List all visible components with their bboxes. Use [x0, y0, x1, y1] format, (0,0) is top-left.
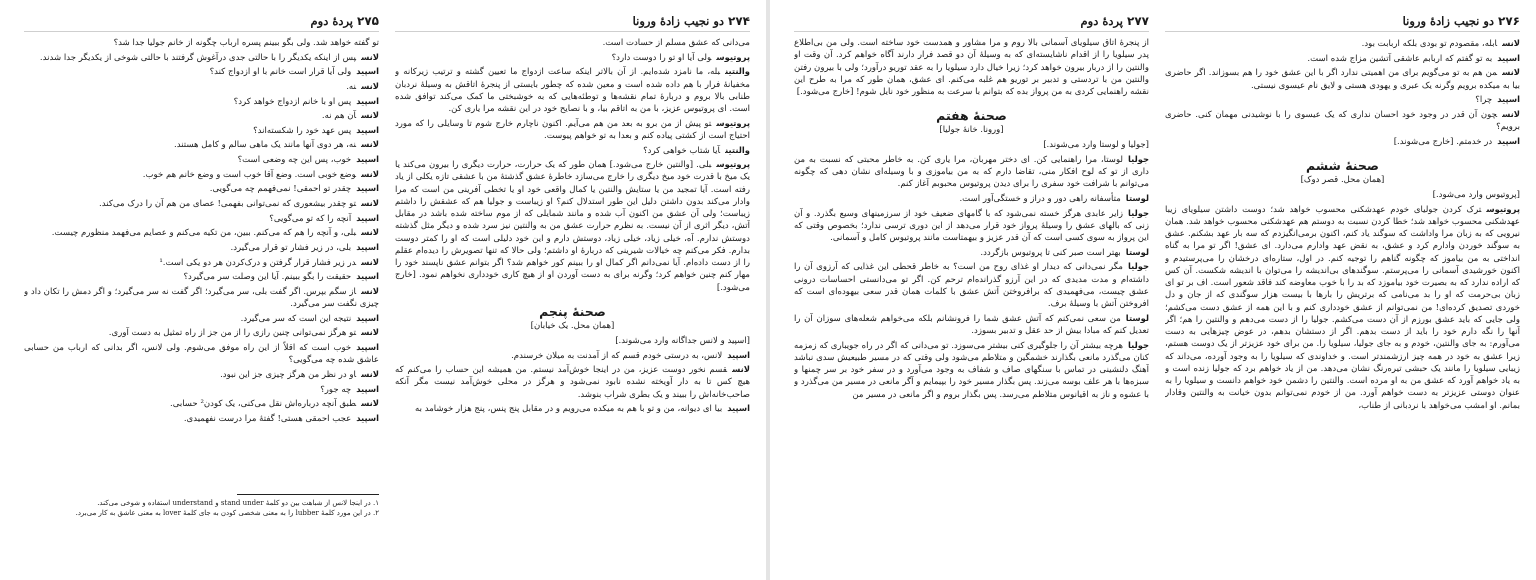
line-text: وضع خوبی است. وضع آقا خوب است و وضع خانم هم خوب. [142, 169, 357, 180]
dialogue-line [24, 212, 379, 225]
dialogue-line [794, 139, 1149, 151]
speaker-name: اسپید [356, 154, 379, 165]
speaker-name: لانس [361, 51, 379, 62]
dialogue-line [24, 256, 379, 269]
line-text: عجب احمقی هستی! گفتهٔ مرا درست نفهمیدی. [183, 413, 352, 424]
dialogue-line [24, 153, 379, 166]
running-head [1081, 14, 1149, 28]
line-text: چه جور؟ [320, 384, 352, 395]
speaker-name: لانس [361, 80, 379, 91]
dialogue-line [395, 51, 750, 64]
running-title: دو نجیب زادۀ ورونا [1402, 14, 1495, 28]
speaker-name: پروتیوس [716, 117, 750, 128]
speaker-name: اسپید [356, 66, 379, 77]
speaker-name: جولیا [1128, 207, 1149, 218]
dialogue-line [24, 226, 379, 239]
speaker-name: پروتیوس [1486, 203, 1520, 214]
dialogue-line [794, 339, 1149, 401]
speaker-name: اسپید [356, 124, 379, 135]
speaker-name: اسپید [1497, 94, 1520, 105]
speaker-name: اسپید [356, 383, 379, 394]
line-text: به تو گفتم که اربابم عاشقی آتشین مزاج شده است. [1307, 53, 1493, 64]
scene-heading: صحنهٔ هفتم [936, 108, 1007, 124]
footnote-rule [237, 494, 379, 495]
footnote: ۱. در اینجا لانس از شباهت بین دو کلمهٔ stand under و understand استفاده و شوخی می‌کند. [97, 499, 379, 507]
line-text: مگر نمی‌دانی که دیدار او غذای روح من است؟ به خاطر قحطی این غذایی که آرزوی آن را داشته‌ام و مدت مدیدی که در این آرزو گذرانده‌ام ترحم کن. اگر تو می‌دانستی احساسات درونی عشق چیست، می‌فهمیدی که برافروختن آتش عشق با کلمات همان قدر سعی بیهوده‌ای است که افروختن آتش با وسیلهٔ برف. [794, 262, 1149, 310]
speaker-name: لانس [361, 110, 379, 121]
line-text: ابله، مقصودم تو بودی بلکه اربابت بود. [1361, 39, 1498, 49]
running-head [311, 14, 379, 28]
line-text: من هم به تو می‌گویم برای من اهمیتی ندارد اگر با این عشق خود را هم بسوزاند. اگر حاضری بیا به میکده برویم وگرنه یک عبری و یهودی هستی و لایق نام عیسوی نیستی. [1165, 68, 1520, 91]
dialogue-line [794, 207, 1149, 245]
dialogue-line [24, 368, 379, 381]
footnote: ۲. در این مورد کلمهٔ lubber را به معنی شخصی کودن به جای کلمهٔ lover به معنی عاشق به کار می‌برد. [75, 509, 379, 517]
speaker-name: لانس [361, 198, 379, 209]
line-text: ترک کردن جولیای خودم عهدشکنی محسوب خواهد شد؛ دوست داشتن سیلویای زیبا عهدشکنی محسوب خواهد شد؛ خطا کردن نسبت به دوستم هم عهدشکنی محسوب خواهد شد. همان نیرویی که به زبان مرا واداشت که سوگند یاد کنم، اکنون برمی‌انگیزدم که سه بار عهد بشکنم. عشق به سوگند خوردن وادارم کرد و عشق، به نقض عهد وادارم می‌دارد. ای عشق! اگر تو مرا به گناه انداختی به من بیاموز که چگونه گناهم را توجیه کنم. در اول، ستاره‌ای درخشان را می‌پرستیدم و اکنون خورشیدی آسمانی را می‌پرستم. سوگندهای بی‌اندیشه را می‌توان با اندیشه شکست. آن کس که اراده ندارد که به بصیرت خود بیاموزد که بد را با خوب معاوضه کند فاقد شعور است. اف بر تو ای زبان بی‌حرمت که او را بد می‌نامی که برتریش را بارها با بیست هزار سوگندی که از جان و دل خوردی تصدیق کرده‌ای! من نمی‌توانم از عشق خودداری کنم و با این همه از عشق دست می‌کشم؛ ولی جایی که باید عشق بورزم از آن دست می‌کشم. جولیا را از دست می‌دهم و والنتین را هم؛ اگر آنها را نگه دارم خود را باید از دست بدهم. اگر از دستشان بدهم، در عوض چیزهایی به دست می‌آورم: به جای والنتین، خودم و به جای جولیا، سیلویا را. من برای خود عزیزتر از یک دوست هستم، زیرا عشق به خود در همه چیز ارزشمندتر است. و خداوندی که سیلویا را به وجود آورده، می‌داند که زیبایی سیلویا را مانند یک حبشی تیره‌رنگ نشان می‌دهد. من از یاد خواهم برد که جولیا زنده است و به یاد خواهم آورد که عشق من به او مرده است. والنتین را دشمن خود خواهم دانست و سیلویا را به عنوان دوستی عزیزتر به دست خواهم آورد. من از خودم نمی‌توانم بدون خیانت به والنتین وفادار بمانم. او امشب می‌خواهد با نردبانی از طناب، [1165, 204, 1520, 411]
page-header [395, 14, 750, 32]
line-text: می‌دانی که عشق مسلم از حسادت است. [602, 38, 750, 48]
running-title: پردۀ دوم [1080, 14, 1124, 28]
dialogue-line [24, 412, 379, 425]
page-number: ۲۷۵ [357, 14, 379, 28]
page-274 [395, 14, 750, 570]
dialogue-line [395, 37, 750, 49]
line-text: از پنجرهٔ اتاق سیلویای آسمانی بالا روم و مرا مشاور و همدست خود ساخته است. ولی من بی‌اطلاع پدر سیلویا را از اقدام ناشایسته‌ای که به وسیلهٔ آن دو قصد فرار دارند آگاه خواهم کرد. آن وقت او والنتین را از دربار بیرون خواهد کرد؛ زیرا خیال دارد سیلویا را به عقد توریو درآورد؛ ولی با بیرون رفتن والنتین من با تردستی و تدبیر بر توریو هم غلبه می‌کنم. ای عشق، همان طور که مرا به طرح این نقشه راهنمایی کردی به من پرواز بده که بتوانم با سرعت به منظور خود نایل شوم! [خارج می‌شود.] [794, 38, 1149, 97]
speaker-name: اسپید [356, 271, 379, 282]
line-text: بلی. [والنتین خارج می‌شود.] همان طور که یک حرارت، حرارت دیگری را بیرون می‌کند یا یک میخ با قدرت خود میخ دیگری را خارج می‌سازد خاطرهٔ عشق گذشتهٔ من با عشقی تازه یکلی از یاد رفته است. آیا تمجید من یا ستایش والنتین یا کمال واقعی خود او یا تخطی آفرینی من است که مرا وادار می‌کند بدون داشتن دلیل این طور استدلال کنم؟ او زیباست و جولیا هم که عشقش را داشتم زیباست؛ ولی آن عشق من اکنون آب شده و مانند شمایلی که از موم ساخته شده باشد در مقابل آتش، دیگر اثری از آن نیست. به نظرم حرارت عشق من به والنتین نیز سرد شده و دیگر مثل گذشته دوستش ندارم. آه، خیلی زیاد، خیلی زیاد، دوستش دارم و این خود دلیلی است که او را کمتر دوست بدارم. فکر می‌کنم چه خیالات شیرینی که دربارهٔ او داشتم؛ ولی حالا که تنها تصویرش را دیده‌ام عقلم را از دست داده‌ام. آیا نمی‌دانم اگر کمال او را ببینم کور خواهم شد؟ اگر بتوانم عشق ناپسند خود را مهار کنم چنین خواهم کرد؛ وگرنه برای به دست آوردن او از هیچ کاری خودداری نخواهم نمود. [خارج می‌شود.] [395, 160, 750, 293]
page-number: ۲۷۴ [728, 14, 750, 28]
running-head [1403, 14, 1520, 28]
line-text: بلی، در زیر فشار تو قرار می‌گیرد. [230, 242, 352, 253]
dialogue-line [24, 65, 379, 78]
line-text: نه، هر دوی آنها مانند یک ماهی سالم و کامل هستند. [173, 140, 357, 151]
speaker-name: اسپید [1497, 52, 1520, 63]
page-number: ۲۷۷ [1127, 14, 1149, 28]
line-text: لوستا، مرا راهنمایی کن. ای دختر مهربان، مرا یاری کن. به خاطر محبتی که نسبت به من داری از تو که لوح افکار منی، تقاضا دارم که به من بیاموزی و با وسیله‌ای نشان دهی که چگونه می‌توانم با شرافت خود سفری را برای دیدن پروتیوس محبوبم آغاز کنم. [794, 154, 1149, 190]
line-text: متأسفانه راهی دور و دراز و خستگی‌آور است. [959, 194, 1121, 205]
dialogue-line [24, 285, 379, 311]
line-text: چرا؟ [1475, 95, 1493, 106]
page-276 [1165, 14, 1520, 570]
dialogue-line [24, 383, 379, 396]
scene-heading: صحنهٔ پنجم [539, 303, 606, 319]
speaker-name: جولیا [1128, 153, 1149, 164]
dialogue-line [24, 80, 379, 93]
line-text: تو هرگز نمی‌توانی چنین رازی را از من جز از راه تمثیل به دست آوری. [108, 328, 357, 339]
line-text: چقدر تو احمقی! نمی‌فهمم چه می‌گویی. [209, 184, 352, 195]
line-text: نتیجه این است که سر می‌گیرد. [240, 313, 352, 324]
speaker-name: اسپید [356, 412, 379, 423]
footnotes [24, 494, 379, 518]
dialogue-line [24, 124, 379, 137]
line-text: پس از اینکه یکدیگر را با حالتی جدی درآغوش گرفتند با حالتی شوخی از یکدیگر جدا شدند. [39, 52, 357, 63]
line-text: آیا شتاب خواهی کرد؟ [643, 145, 721, 156]
speaker-name: لانس [1502, 108, 1520, 119]
dialogue-line [1165, 52, 1520, 65]
speaker-name: اسپید [727, 349, 750, 360]
line-text: بله، ما نامزد شده‌ایم. از آن بالاتر اینکه ساعت ازدواج ما تعیین گشته و ترتیب زیرکانه و مخفیانهٔ فرار با هم داده شده است و معین شده که چطور بایستی از پنجرهٔ اتاقش به وسیلهٔ نردبان طنابی بالا بروم و دربارهٔ تمام نقشه‌ها و توطئه‌هایی که به خوشبختی ما کمک می‌کند توافق شده است. ای پروتیوس عزیز، با من به اتاقم بیا، و با نصایح خود در این نقشه مرا یاری کن. [395, 67, 750, 115]
speaker-name: لانس [361, 285, 379, 296]
dialogue-line [1165, 108, 1520, 134]
dialogue-line [24, 51, 379, 64]
line-text: هرچه بیشتر آن را جلوگیری کنی بیشتر می‌سوزد. تو می‌دانی که اگر در راه جویباری که زمزمه کنان می‌گذرد مانعی بگذارند خشمگین و متلاطم می‌شود ولی وقتی که در مسیر طبیعیش سدی نباشد آهنگ دلنشینی در تماس با سنگهای صاف و شفاف به وجود می‌آورد و در سفر خود بر سر چمنها و سبزه‌ها با هر علف بوسه می‌زند. پس بگذار مسیر خود را بپیمایم و آگر مانعی در مسیر من می‌گذرد و با عشوه و ناز به اقیانوس متلاطم می‌رسد. پس بگذار بروم و اگر مانعی در مسیر من [794, 340, 1149, 400]
dialogue-line [395, 402, 750, 415]
speaker-name: اسپید [356, 95, 379, 106]
speaker-name: اسپید [727, 403, 750, 414]
dialogue-line [794, 312, 1149, 338]
line-text: او در نظر من هرگز چیزی جز این نبود. [220, 369, 357, 380]
dialogue-line [1165, 66, 1520, 92]
line-text: آنچه را که تو می‌گویی؟ [269, 213, 352, 224]
speaker-name: اسپید [356, 342, 379, 353]
line-text: چون آن قدر در وجود خود احسان نداری که یک عیسوی را با نوشیدنی مهمان کنی. حاضری برویم؟ [1165, 109, 1520, 133]
dialogue-line [395, 65, 750, 115]
running-head [633, 14, 750, 28]
dialogue-line [395, 117, 750, 143]
right-spread [770, 0, 1536, 580]
speaker-name: اسپید [356, 312, 379, 323]
line-text: پس عهد خود را شکسته‌اند؟ [253, 125, 352, 136]
speaker-name: لوستا [1125, 312, 1149, 323]
dialogue-line [395, 363, 750, 401]
line-text: تو گفته خواهد شد. ولی بگو ببینم پسره ارباب چگونه از خانم جولیا جدا شد؟ [113, 38, 379, 48]
dialogue-line [794, 37, 1149, 98]
speaker-name: لانس [361, 327, 379, 338]
dialogue-line [794, 192, 1149, 205]
line-text: حقیقت را بگو ببینم. آیا این وصلت سر می‌گیرد؟ [183, 272, 352, 283]
dialogue-line [24, 109, 379, 122]
dialogue-line [1165, 37, 1520, 50]
line-text: زایر عابدی هرگز خسته نمی‌شود که با گامهای ضعیف خود از سرزمینهای وسیع بگذرد. و آن زنی که بالهای عشق را وسیلهٔ پرواز خود قرار می‌دهد از این دوری ترسی ندارد؛ بخصوص وقتی که این پرواز به سوی کسی است که آن قدر عزیز و بیهمتاست مانند پروتیوس کامل و آسمانی. [794, 208, 1149, 244]
scene-heading: صحنهٔ ششم [1306, 157, 1379, 173]
dialogue-line [24, 197, 379, 210]
speaker-name: لانس [361, 168, 379, 179]
speaker-name: جولیا [1128, 339, 1149, 350]
line-text: لانس، به درستی خودم قسم که از آمدنت به میلان خرسندم. [511, 350, 723, 361]
speaker-name: لانس [732, 364, 750, 375]
page-277 [794, 14, 1149, 570]
speaker-name: لانس [361, 398, 379, 409]
dialogue-line [794, 246, 1149, 259]
speaker-name: والنتین [725, 66, 750, 77]
dialogue-line [395, 335, 750, 347]
dialogue-line [24, 168, 379, 181]
dialogue-line [24, 241, 379, 254]
dialogue-line [395, 144, 750, 157]
line-text: بیا ای دیوانه، من و تو با هم به میکده می‌رویم و در مقابل پنج پنس، پنج هزار خوشامد به [415, 404, 723, 415]
dialogue-line [24, 138, 379, 151]
page-header [1165, 14, 1520, 32]
page-header [24, 14, 379, 32]
page-number: ۲۷۶ [1498, 14, 1520, 28]
speaker-name: اسپید [356, 183, 379, 194]
line-text: ولی آیا او تو را دوست دارد؟ [611, 52, 712, 63]
dialogue-line [24, 95, 379, 108]
running-title: پردۀ دوم [310, 14, 354, 28]
speaker-name: پروتیوس [716, 51, 750, 62]
line-text: پس او با خانم ازدواج خواهد کرد؟ [233, 96, 352, 107]
page-header [794, 14, 1149, 32]
dialogue-line [794, 153, 1149, 191]
speaker-name: لوستا [1125, 193, 1149, 204]
speaker-name: لانس [361, 227, 379, 238]
speaker-name: اسپید [356, 212, 379, 223]
dialogue-line [794, 260, 1149, 310]
line-text: بلی، و آنچه را هم که می‌کنم. ببین، من تکیه می‌کنم و عصایم می‌فهمد منظورم چیست. [51, 228, 357, 239]
dialogue-line [1165, 135, 1520, 148]
line-text: طبق آنچه درباره‌اش نقل می‌کنی، یک کودن² حسابی. [169, 399, 357, 410]
dialogue-line [395, 349, 750, 362]
line-text: خوب، پس این چه وضعی است؟ [237, 155, 352, 166]
line-text: تو پیش از من برو به بعد من هم می‌آیم. اکنون ناچارم خارج شوم تا وسایلی را که مورد احتیاج است از کشتی پیاده کنم و بعدا به تو خواهم پیوست. [395, 118, 750, 141]
speaker-name: والنتین [725, 144, 750, 155]
speaker-name: جولیا [1128, 261, 1149, 272]
line-text: بهتر است صبر کنی تا پروتیوس بازگردد. [980, 247, 1121, 258]
speaker-name: اسپید [1497, 135, 1520, 146]
line-text: آن هم نه. [321, 111, 357, 122]
dialogue-line [24, 312, 379, 325]
speaker-name: لانس [361, 139, 379, 150]
dialogue-line [24, 341, 379, 367]
line-text: [اسپید و لانس جداگانه وارد می‌شوند.] [615, 335, 750, 346]
page-body [24, 37, 379, 425]
speaker-name: پروتیوس [716, 159, 750, 170]
page-body [794, 37, 1149, 401]
speaker-name: لانس [361, 368, 379, 379]
line-text: نه. [346, 81, 357, 92]
stage-direction: [همان محل. یک خیابان] [530, 320, 615, 331]
speaker-name: لوستا [1125, 246, 1149, 257]
line-text: [پروتیوس وارد می‌شود.] [1432, 189, 1520, 200]
dialogue-line [395, 158, 750, 294]
dialogue-line [24, 397, 379, 410]
stage-direction: [همان محل. قصر دوک] [1300, 174, 1385, 185]
dialogue-line [24, 270, 379, 283]
line-text: ولی آیا قرار است خانم با او ازدواج کند؟ [209, 67, 352, 78]
page-body [395, 37, 750, 416]
line-text: قسم نخور دوست عزیز، من در اینجا خوش‌آمد نیستم. من همیشه این حساب را می‌کنم که هیچ کس تا به دار آویخته نشده نابود نمی‌شود و هرگز در محلی خوش‌آمد نیست مگر آنکه صاحب‌خانه‌اش را ببیند و یک بطری شراب بنوشد. [395, 365, 750, 400]
line-text: [جولیا و لوستا وارد می‌شوند.] [1043, 140, 1149, 151]
speaker-name: لانس [361, 256, 379, 267]
page-body [1165, 37, 1520, 412]
speaker-name: اسپید [356, 241, 379, 252]
page-275 [24, 14, 379, 570]
dialogue-line [24, 182, 379, 195]
line-text: من سعی نمی‌کنم که آتش عشق شما را فرونشانم بلکه می‌خواهم شعله‌های سوزان آن را تعدیل کنم که مبادا بیش از حد عقل و تدبیر بسوزد. [794, 313, 1149, 337]
speaker-name: لانس [1502, 67, 1520, 78]
line-text: تو چقدر بیشعوری که نمی‌توانی بفهمی! عصای من هم آن را درک می‌کند. [99, 199, 357, 210]
left-spread [0, 0, 766, 580]
line-text: از سگم بپرس. اگر گفت بلی، سر می‌گیرد؛ اگر گفت نه سر می‌گیرد؛ و اگر دمش را تکان داد و چیزی نگفت سر می‌گیرد. [24, 286, 379, 310]
line-text: خوب است که اقلاً از این راه موفق می‌شوم. ولی لانس، اگر بدانی که ارباب من حسابی عاشق شده چه می‌گویی؟ [24, 343, 379, 366]
running-title: دو نجیب زادۀ ورونا [632, 14, 725, 28]
line-text: در زیر فشار قرار گرفتن و درک‌کردن هر دو یکی است.¹ [159, 257, 357, 268]
dialogue-line [24, 326, 379, 339]
dialogue-line [1165, 189, 1520, 201]
dialogue-line [1165, 93, 1520, 106]
speaker-name: لانس [1502, 38, 1520, 48]
stage-direction: [ورونا. خانهٔ جولیا] [939, 125, 1004, 136]
dialogue-line [24, 37, 379, 49]
dialogue-line [1165, 203, 1520, 412]
line-text: در خدمتم. [خارج می‌شوند.] [1393, 136, 1493, 147]
